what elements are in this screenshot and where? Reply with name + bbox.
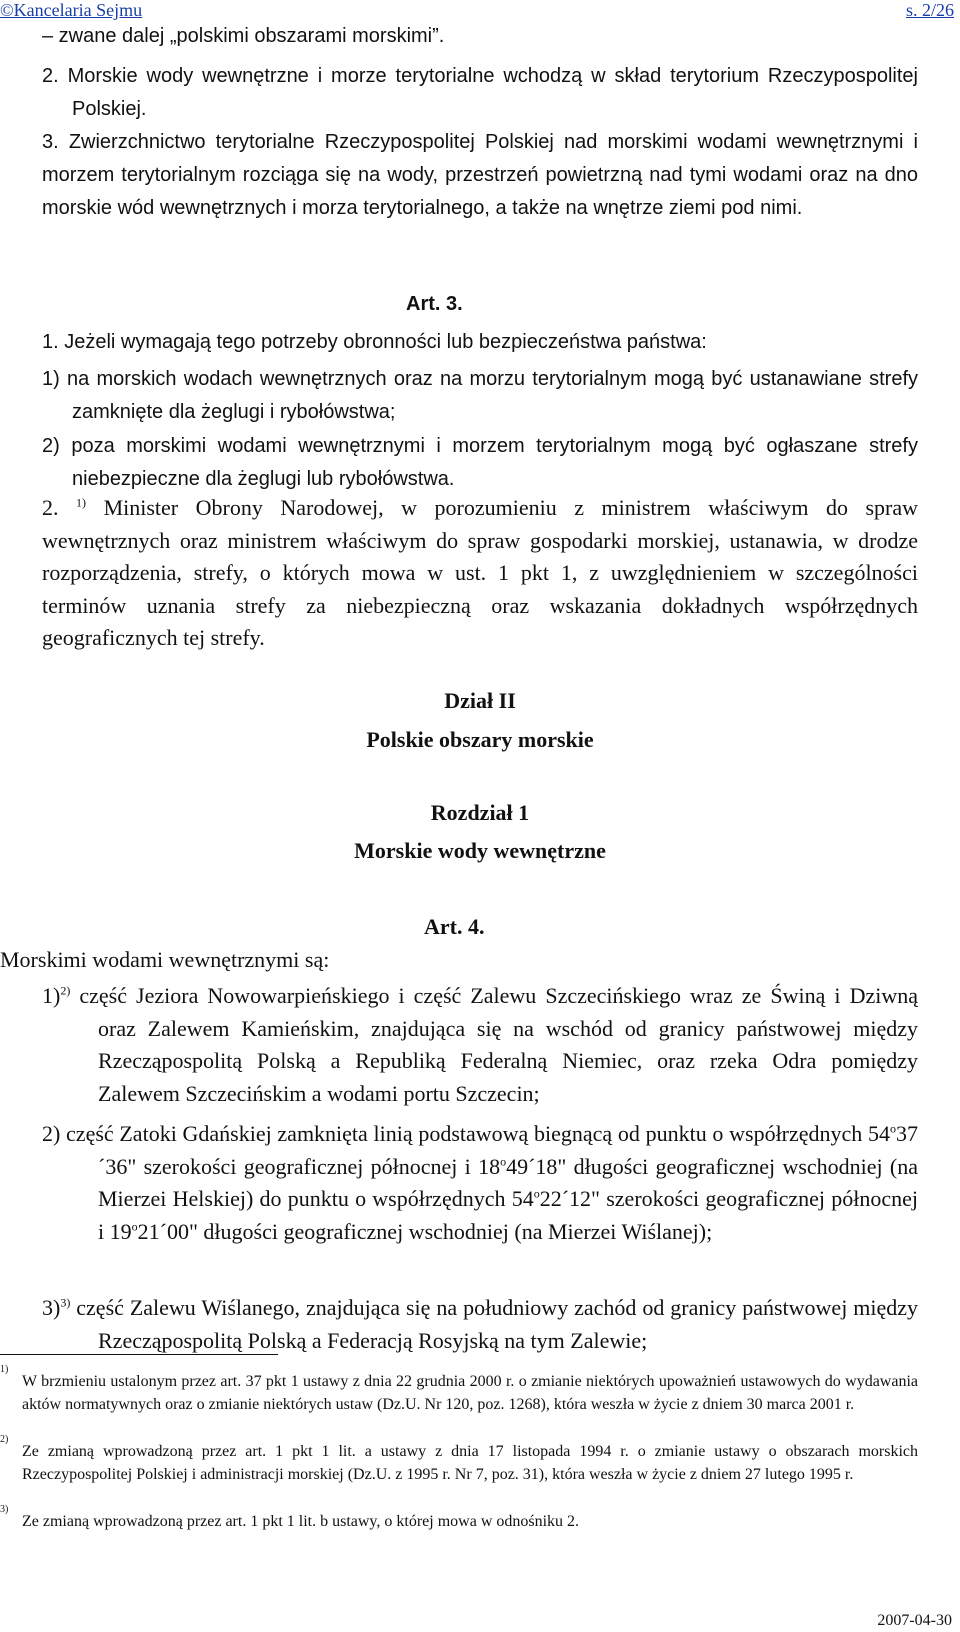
division-title: Dział II <box>444 688 516 713</box>
art3-paragraph-2 <box>42 492 918 655</box>
degree-mark: o <box>533 1186 540 1201</box>
art3-i2-text: poza morskimi wodami wewnętrznymi i morzem terytorialnym mogą być ogłaszane strefy niebezpieczne dla żeglugi lub rybołówstwa. <box>71 435 918 490</box>
footnote-1: 1) W brzmieniu ustalonym przez art. 37 pkt 1 ustawy z dnia 22 grudnia 2000 r. o zmianie niektórych upoważnień ustawowych do wydawania aktów normatywnych oraz o zmianie niektórych ustaw (Dz.U. Nr 120, poz. 1268), która weszła w życie z dniem 30 marca 2001 r. <box>0 1370 918 1416</box>
footnote-ref-3[interactable]: 3) <box>60 1295 71 1310</box>
art4-item-3 <box>42 1292 918 1357</box>
art3-i1-text: na morskich wodach wewnętrznych oraz na morzu terytorialnym mogą być ustanawiane strefy zamknięte dla żeglugi i rybołówstwa; <box>67 368 918 423</box>
art4-i3-number: 3) <box>42 1295 61 1320</box>
art3-p2-number: 2. <box>42 495 59 520</box>
art4-i3-text: część Zalewu Wiślanego, znajdująca się na południowy zachód od granicy państwowej między Rzecząpospolitą Polską a Federacją Rosyjską na tym Zalewie; <box>76 1295 919 1353</box>
kancelaria-sejmu-link[interactable]: ©Kancelaria Sejmu <box>0 0 143 20</box>
chapter-subtitle: Morskie wody wewnętrzne <box>354 838 606 863</box>
footnote-1-text: W brzmieniu ustalonym przez art. 37 pkt 1 ustawy z dnia 22 grudnia 2000 r. o zmianie niektórych upoważnień ustawowych do wydawania aktów normatywnych oraz o zmianie niektórych ustaw (Dz.U. Nr 120, poz. 1268), która weszła w życie z dniem 30 marca 2001 r. <box>22 1373 918 1413</box>
degree-mark: o <box>131 1219 138 1234</box>
art2-paragraph-3 <box>42 126 918 225</box>
art2-p3-number: 3. <box>42 131 59 153</box>
art4-heading: Art. 4. <box>424 914 485 939</box>
footnote-2: 2) Ze zmianą wprowadzoną przez art. 1 pkt 1 lit. a ustawy z dnia 17 listopada 1994 r. o zmianie ustawy o obszarach morskich Rzeczypospolitej Polskiej i administracji morskiej (Dz.U. z 1995 r. Nr 7, poz. 31), która weszła w życie z dniem 27 lutego 1995 r. <box>0 1440 918 1486</box>
footnote-ref-2[interactable]: 2) <box>60 983 71 998</box>
page-number-link[interactable]: s. 2/26 <box>905 0 954 20</box>
art4-i2-coord-4: 21´00" długości geograficznej wschodniej (na Mierzei Wiślanej); <box>137 1218 713 1244</box>
chapter-title: Rozdział 1 <box>430 800 530 825</box>
footnote-separator <box>0 1354 278 1355</box>
art4-i2-coord-2: 49´18" długości geograficznej wschodniej (na Mierzei Helskiej) do punktu o współrzędnych 54 <box>98 1153 918 1211</box>
art3-item-1 <box>42 363 918 429</box>
footnote-3: 3) Ze zmianą wprowadzoną przez art. 1 pkt 1 lit. b ustawy, o której mowa w odnośniku 2. <box>0 1510 918 1533</box>
art2-continuation <box>42 20 918 53</box>
art4-i2-number: 2) <box>42 1121 61 1146</box>
art4-intro <box>0 944 918 975</box>
division-subtitle: Polskie obszary morskie <box>366 727 594 752</box>
art2-p3-text: Zwierzchnictwo terytorialne Rzeczypospolitej Polskiej nad morskimi wodami wewnętrznymi i morzem terytorialnym rozciąga się na wody, przestrzeń powietrzną nad tymi wodami oraz na dno morskie wód wewnętrznych i morza terytorialnego, a także na wnętrze ziemi pod nimi. <box>42 131 918 219</box>
art4-item-2 <box>42 1118 918 1248</box>
art3-item-2 <box>42 430 918 496</box>
art3-p2-text: Minister Obrony Narodowej, w porozumieniu z ministrem właściwym do spraw wewnętrznych oraz ministrem właściwym do spraw gospodarki morskiej, ustanawia, w drodze rozporządzenia, strefy, o których mowa w ust. 1 pkt 1, z uwzględnieniem w szczególności terminów uznania strefy za niebezpieczną oraz wskazania dokładnych współrzędnych geograficznych tej strefy. <box>42 495 919 650</box>
degree-mark: o <box>890 1121 897 1136</box>
art2-paragraph-2 <box>42 60 918 126</box>
art4-i1-text: część Jeziora Nowowarpieńskiego i część Zalewu Szczecińskiego wraz ze Świną i Dziwną oraz Zalewem Kamieńskim, znajdująca się na wschód od granicy państwowej między Rzecząpospolitą Polską a Republiką Federalną Niemiec, oraz rzeka Odra pomiędzy Zalewem Szczecińskim a wodami portu Szczecin; <box>79 983 918 1106</box>
art4-intro-text: Morskimi wodami wewnętrznymi są: <box>0 947 330 972</box>
art2-cont-text: – zwane dalej „polskimi obszarami morskimi”. <box>42 25 445 47</box>
art3-heading: Art. 3. <box>406 293 463 315</box>
degree-mark: o <box>500 1154 507 1169</box>
footnote-3-text: Ze zmianą wprowadzoną przez art. 1 pkt 1 lit. b ustawy, o której mowa w odnośniku 2. <box>22 1513 580 1530</box>
art3-paragraph-1 <box>42 326 918 359</box>
art3-i2-number: 2) <box>42 435 60 457</box>
art2-p2-text: Morskie wody wewnętrzne i morze terytorialne wchodzą w skład terytorium Rzeczypospolitej Polskiej. <box>67 65 918 120</box>
footnote-ref-1[interactable]: 1) <box>76 495 87 510</box>
page-header <box>0 0 954 22</box>
art4-i2-text-a: część Zatoki Gdańskiej zamknięta linią podstawową biegnącą od punktu o współrzędnych 54 <box>66 1121 891 1146</box>
art3-p1-text: 1. Jeżeli wymagają tego potrzeby obronności lub bezpieczeństwa państwa: <box>42 331 707 353</box>
art4-item-1 <box>42 980 918 1110</box>
document-date: 2007-04-30 <box>877 1612 952 1629</box>
art4-i1-number: 1) <box>42 983 61 1008</box>
footnote-2-text: Ze zmianą wprowadzoną przez art. 1 pkt 1 lit. a ustawy z dnia 17 listopada 1994 r. o zmianie ustawy o obszarach morskich Rzeczypospolitej Polskiej i administracji morskiej (Dz.U. z 1995 r. Nr 7, poz. 31), która weszła w życie z dniem 27 lutego 1995 r. <box>22 1443 918 1483</box>
art4-i2-coord-1: 37´36" szerokości geograficznej północnej i 18 <box>98 1121 919 1179</box>
art4-i2-coord-3: 22´12" szerokości geograficznej północnej i 19 <box>98 1186 918 1244</box>
art3-i1-number: 1) <box>42 368 60 390</box>
art2-p2-number: 2. <box>42 65 59 87</box>
